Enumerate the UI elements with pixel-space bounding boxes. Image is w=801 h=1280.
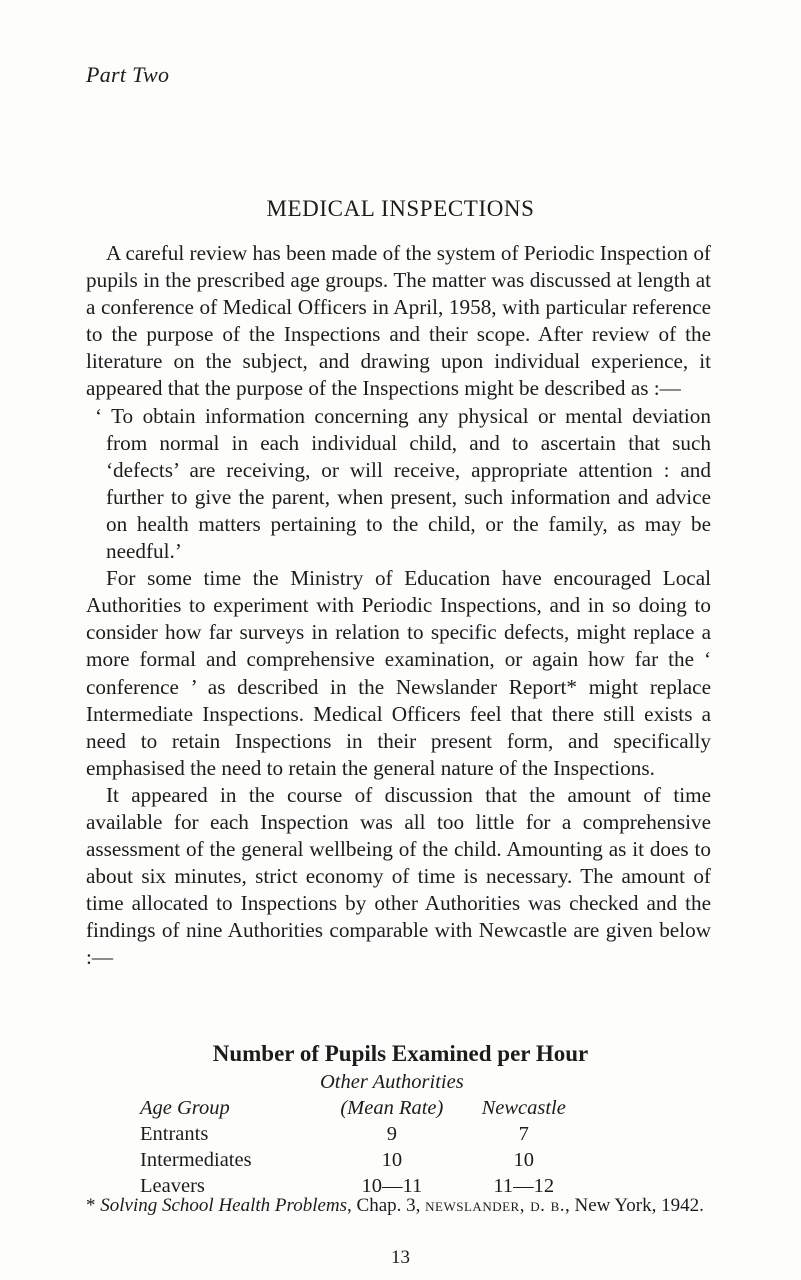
footnote-title: Solving School Health Problems bbox=[100, 1195, 348, 1216]
footnote-publication: , New York, 1942. bbox=[565, 1195, 704, 1216]
newcastle-rate-cell: 11—12 bbox=[493, 1175, 555, 1198]
table-title: Number of Pupils Examined per Hour bbox=[212, 1041, 589, 1066]
quoted-purpose: ‘ To obtain information concerning any physical or mental deviation from normal in each individual child, and to ascertain that such ‘defects’ are receiving, or will receive, appropriate attention : and further to give the parent, when present, such information and advice on health matters pertaining to the child, or the family, as may be needful.’ bbox=[95, 403, 711, 564]
column-header-age-group: Age Group bbox=[140, 1096, 230, 1119]
paragraph-1: A careful review has been made of the system of Periodic Inspection of pupils in the prescribed age groups. The matter was discussed at length at a conference of Medical Officers in April, 1958, with particular reference to the purpose of the Inspections and their scope. After review of the literature on the subject, and drawing upon individual experience, it appeared that the purpose of the Inspections might be described as :— bbox=[86, 241, 711, 401]
table-row bbox=[140, 1121, 584, 1147]
paragraph-2: For some time the Ministry of Education have encouraged Local Authorities to experiment with Periodic Inspections, and in so doing to consider how far surveys in relation to specific defects, might replace a more formal and comprehensive examination, or again how far the ‘ conference ’ as described in the Newslander Report* might replace Intermediate Inspections. Medical Officers feel that there still exists a need to retain Inspections in their present form, and specifically emphasised the need to retain the general nature of the Inspections. bbox=[86, 566, 711, 780]
table-row bbox=[140, 1148, 584, 1174]
footnote-chapter: , Chap. 3, bbox=[347, 1195, 426, 1216]
newcastle-rate-cell: 7 bbox=[518, 1122, 529, 1145]
paragraph-3: It appeared in the course of discussion that the amount of time available for each Inspection was all too little for a comprehensive assessment of the general wellbeing of the child. Amounting as it does to about six minutes, strict economy of time is necessary. The amount of time allocated to Inspections by other Authorities was checked and the findings of nine Authorities comparable with Newcastle are given below :— bbox=[86, 782, 711, 970]
section-title: MEDICAL INSPECTIONS bbox=[266, 196, 535, 221]
footnote bbox=[86, 1193, 711, 1218]
column-header-mean-rate: (Mean Rate) bbox=[340, 1096, 444, 1119]
other-rate-cell: 9 bbox=[386, 1122, 397, 1145]
other-rate-cell: 10 bbox=[381, 1149, 403, 1172]
age-group-cell: Intermediates bbox=[140, 1149, 252, 1172]
running-head: Part Two bbox=[86, 62, 170, 87]
age-group-cell: Leavers bbox=[140, 1175, 205, 1198]
table-group-header-row bbox=[140, 1069, 584, 1095]
body-text bbox=[86, 240, 711, 972]
rates-table bbox=[140, 1069, 584, 1200]
table-header-row bbox=[140, 1095, 584, 1121]
other-rate-cell: 10—11 bbox=[361, 1175, 423, 1198]
column-header-newcastle: Newcastle bbox=[481, 1096, 566, 1119]
page-number: 13 bbox=[391, 1247, 410, 1268]
newcastle-rate-cell: 10 bbox=[513, 1149, 534, 1172]
age-group-cell: Entrants bbox=[140, 1122, 209, 1145]
footnote-author: newslander, d. b. bbox=[425, 1195, 566, 1216]
group-header: Other Authorities bbox=[320, 1070, 464, 1093]
footnote-marker: * bbox=[86, 1195, 101, 1216]
